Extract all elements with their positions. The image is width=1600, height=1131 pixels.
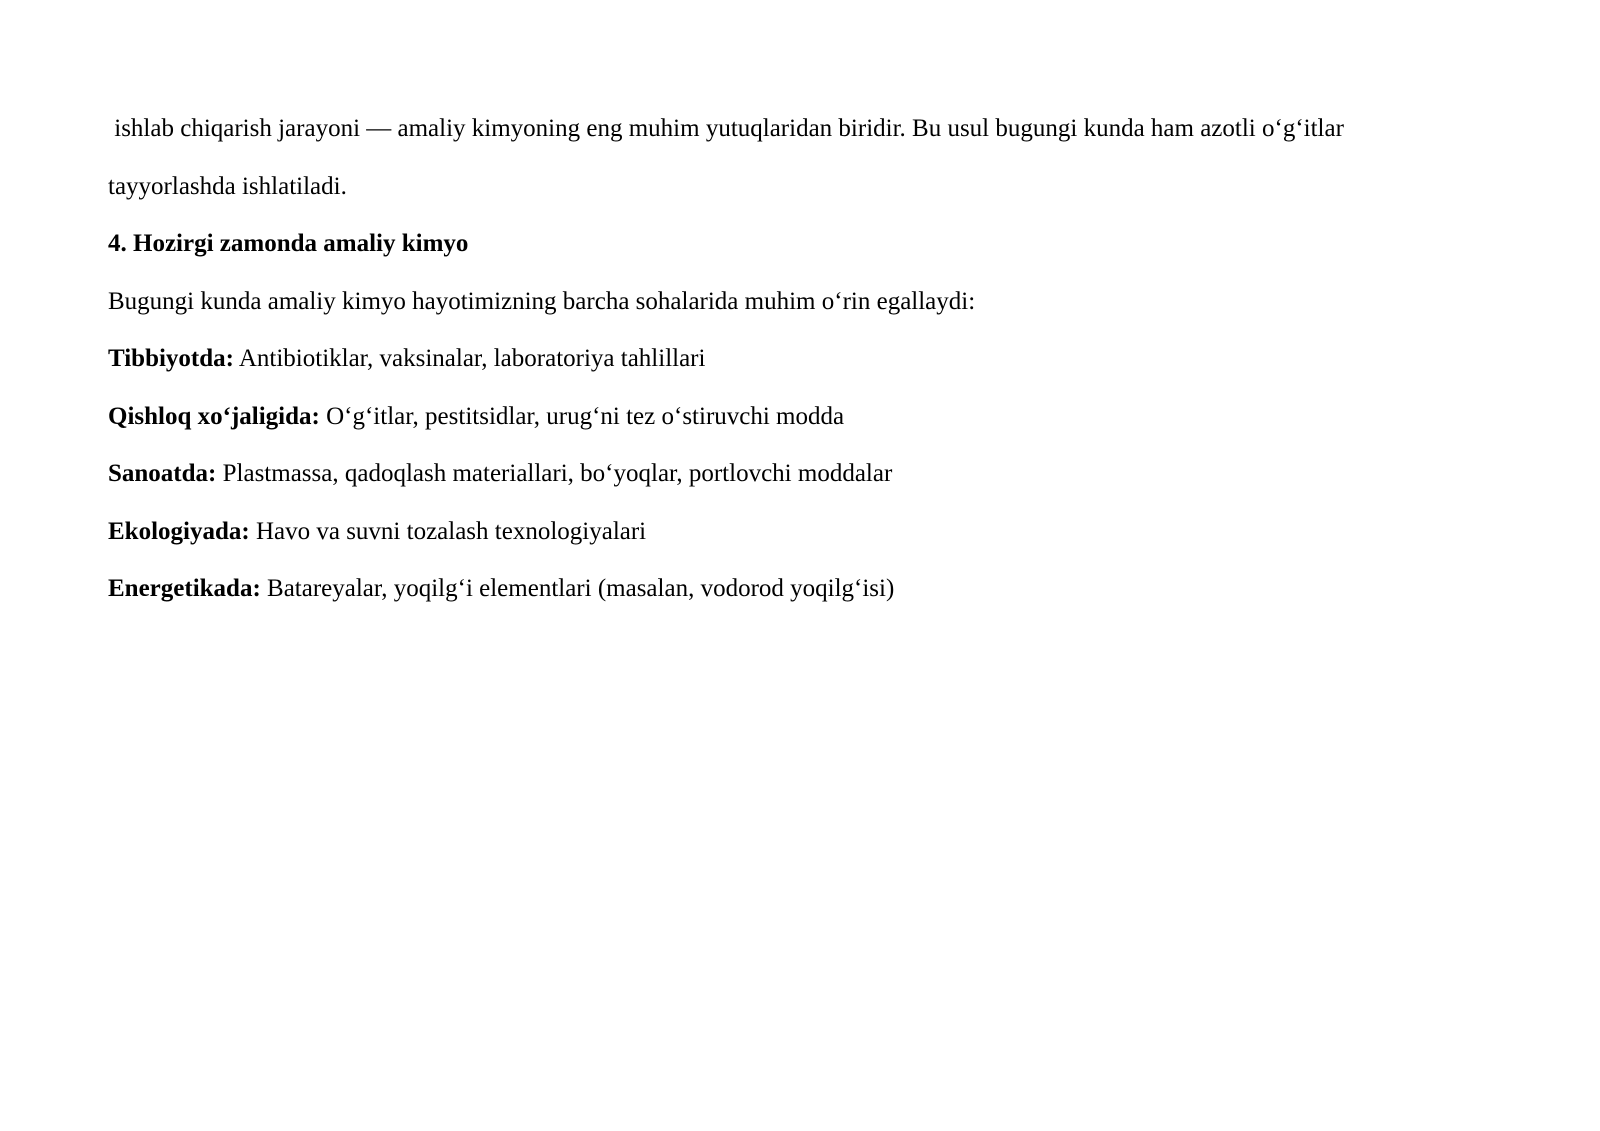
list-item-agriculture (108, 388, 1508, 446)
document-body (108, 100, 1508, 618)
list-item-label: Qishloq xo‘jaligida: (108, 402, 320, 430)
list-item-label: Sanoatda: (108, 460, 217, 487)
list-item-text: Plastmassa, qadoqlash materiallari, bo‘yoqlar, portlovchi moddalar (216, 460, 893, 487)
intro-paragraph: Bugungi kunda amaliy kimyo hayotimizning barcha sohalarida muhim o‘rin egallaydi: (108, 287, 976, 315)
list-item-ecology (108, 503, 1508, 561)
list-item-medicine (108, 330, 1508, 388)
paragraph-line-2: tayyorlashda ishlatiladi. (108, 172, 347, 200)
list-item-label: Energetikada: (108, 575, 261, 602)
section-heading: 4. Hozirgi zamonda amaliy kimyo (108, 230, 469, 257)
list-item-label: Tibbiyotda: (108, 345, 234, 372)
list-item-industry (108, 445, 1508, 503)
list-item-text: Havo va suvni tozalash texnologiyalari (249, 517, 647, 545)
list-item-energy (108, 560, 1508, 618)
paragraph-line-1: ishlab chiqarish jarayoni — amaliy kimyoning eng muhim yutuqlaridan biridir. Bu usul bugungi kunda ham azotli o‘g‘itlar (108, 115, 1344, 142)
list-item-text: Antibiotiklar, vaksinalar, laboratoriya tahlillari (233, 345, 706, 372)
list-item-text: O‘g‘itlar, pestitsidlar, urug‘ni tez o‘stiruvchi modda (319, 402, 845, 430)
list-item-text: Batareyalar, yoqilg‘i elementlari (masalan, vodorod yoqilg‘isi) (260, 575, 895, 602)
list-item-label: Ekologiyada: (108, 517, 250, 545)
